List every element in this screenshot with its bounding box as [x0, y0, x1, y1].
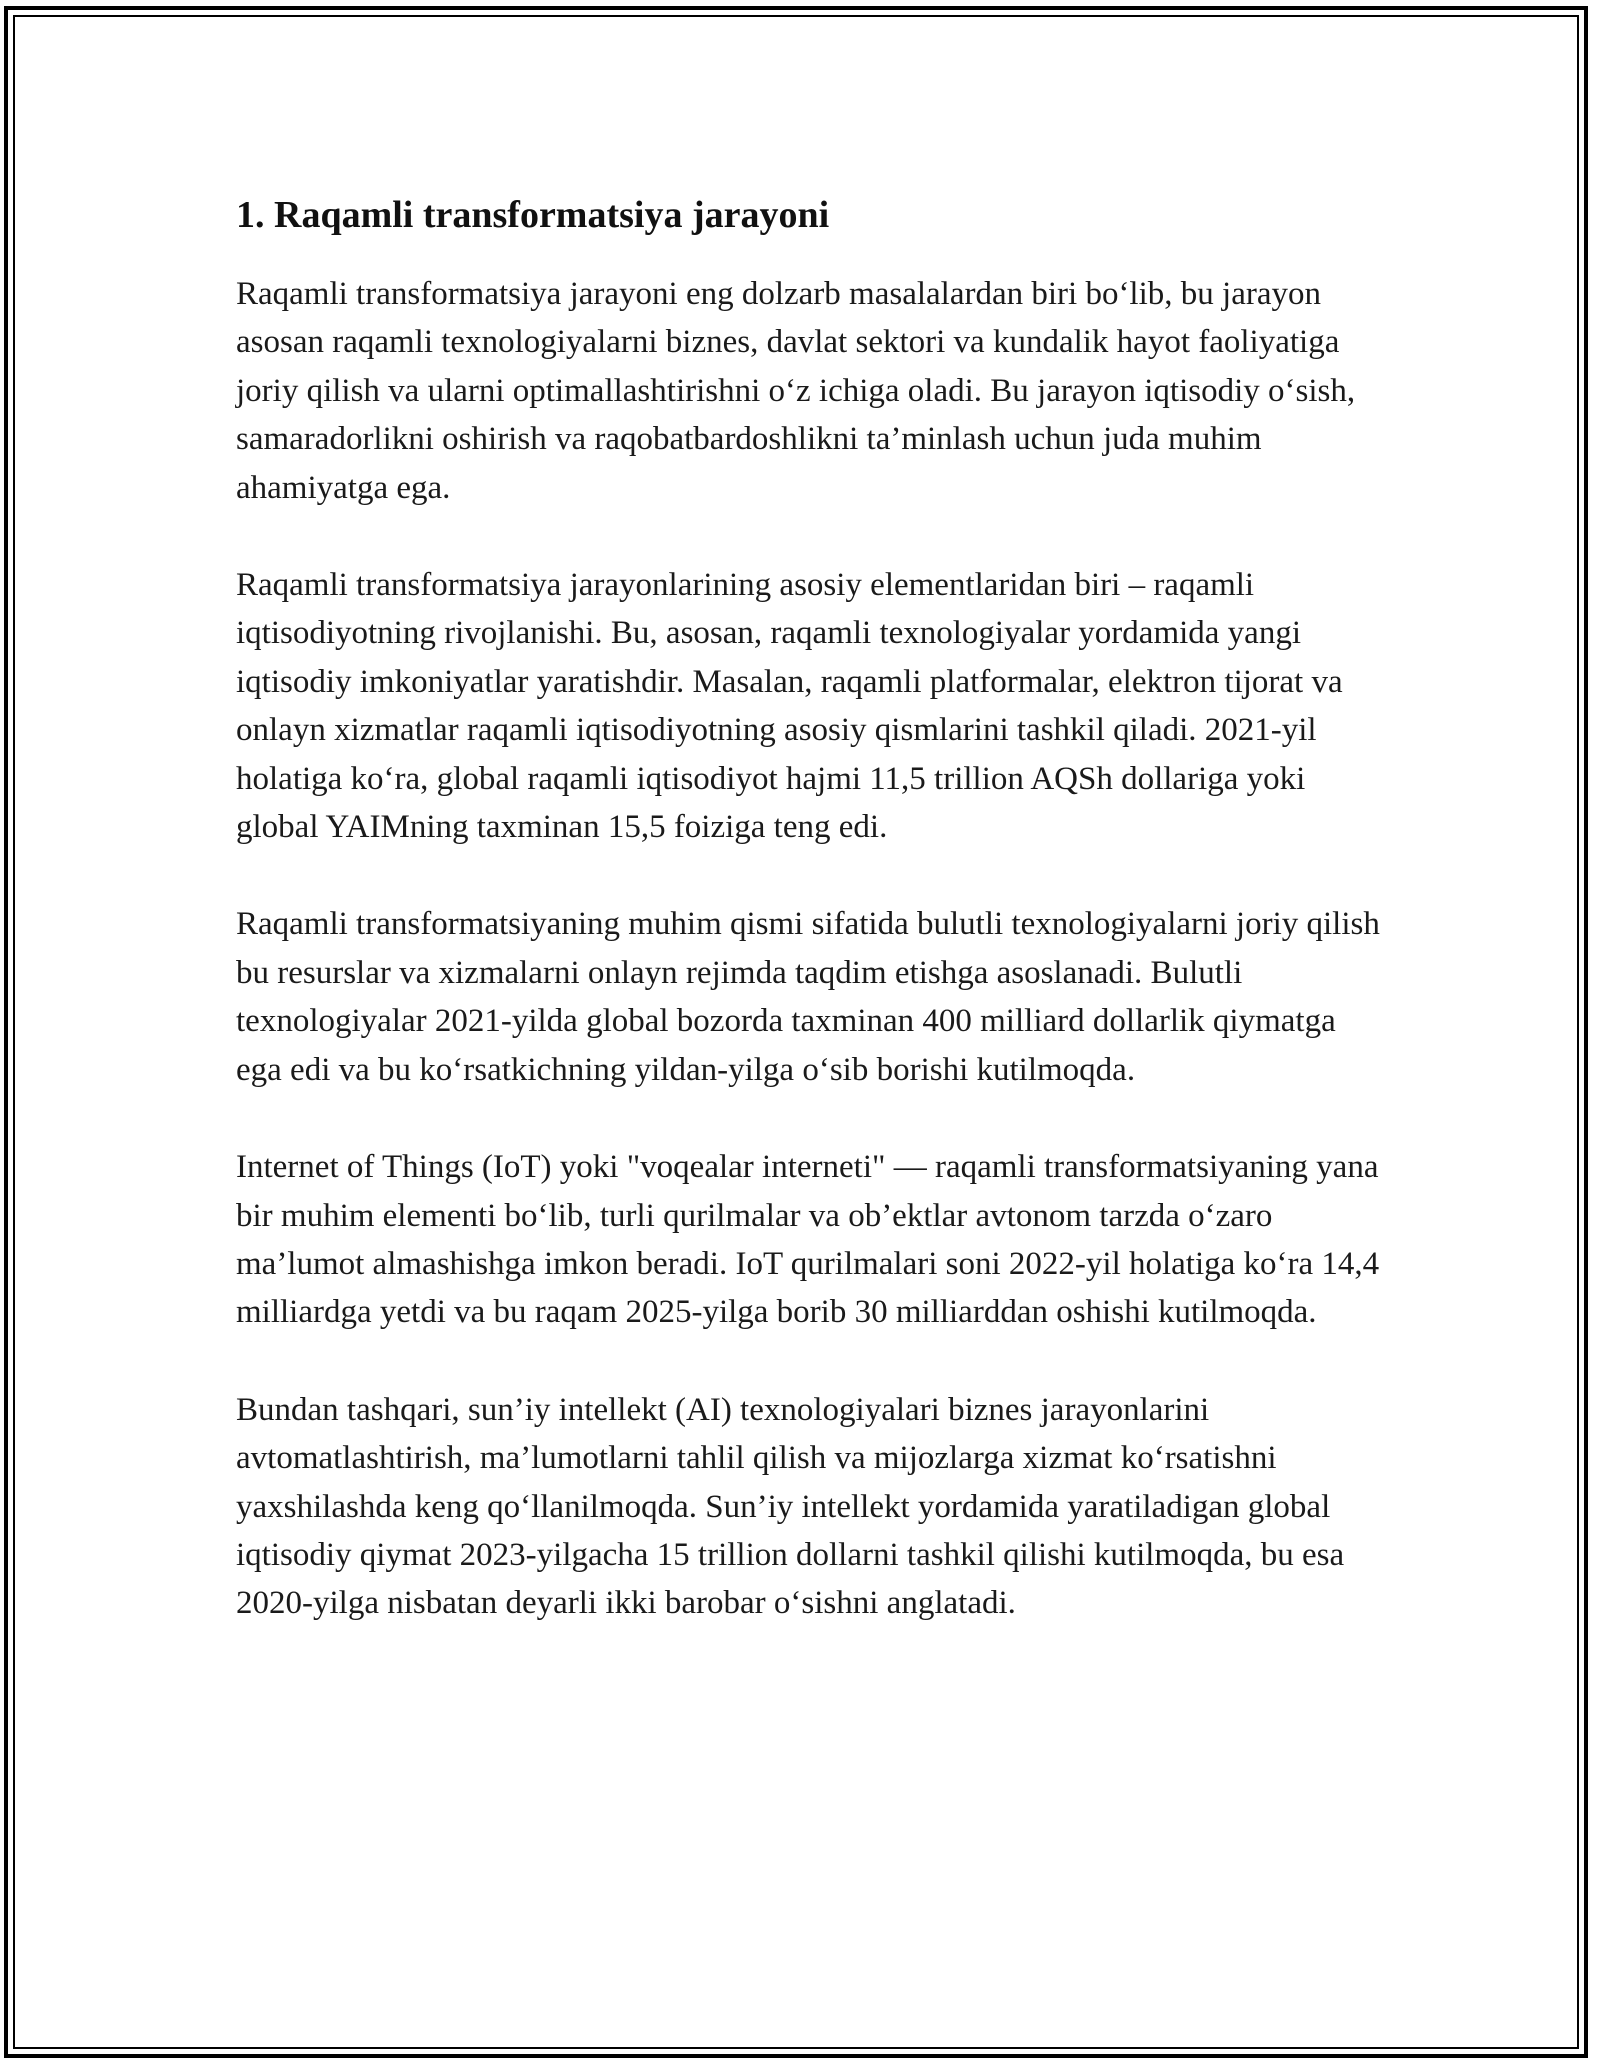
document-body — [236, 188, 1386, 1677]
section-title: 1. Raqamli transformatsiya jarayoni — [236, 194, 830, 236]
paragraph-digital-economy: Raqamli transformatsiya jarayonlarining asosiy elementlaridan biri – raqamli iqtisodiyotning rivojlanishi. Bu, asosan, raqamli texnologiyalar yordamida yangi iqtisodiy imkoniyatlar yaratishdir. Masalan, raqamli platformalar, elektron tijorat va onlayn xizmatlar raqamli iqtisodiyotning asosiy qismlarini tashkil qiladi. 2021-yil holatiga ko‘ra, global raqamli iqtisodiyot hajmi 11,5 trillion AQSh dollariga yoki global YAIMning taxminan 15,5 foiziga teng edi. — [236, 567, 1343, 846]
paragraph-artificial-intelligence: Bundan tashqari, sun’iy intellekt (AI) texnologiyalari biznes jarayonlarini avtomatlashtirish, ma’lumotlarni tahlil qilish va mijozlarga xizmat ko‘rsatishni yaxshilashda keng qo‘llanilmoqda. Sun’iy intellekt yordamida yaratiladigan global iqtisodiy qiymat 2023-yilgacha 15 trillion dollarni tashkil qilishi kutilmoqda, bu esa 2020-yilga nisbatan deyarli ikki barobar o‘sishni anglatadi. — [236, 1391, 1345, 1622]
paragraph-digital-transformation: Raqamli transformatsiya jarayoni eng dolzarb masalalardan biri bo‘lib, bu jarayon asosan raqamli texnologiyalarni biznes, davlat sektori va kundalik hayot faoliyatiga joriy qilish va ularni optimallashtirishni o‘z ichiga oladi. Bu jarayon iqtisodiy o‘sish, samaradorlikni oshirish va raqobatbardoshlikni ta’minlash uchun juda muhim ahamiyatga ega. — [236, 276, 1356, 506]
paragraph-internet-of-things: Internet of Things (IoT) yoki "voqealar interneti" — raqamli transformatsiyaning yana bir muhim elementi bo‘lib, turli qurilmalar va ob’ektlar avtonom tarzda o‘zaro ma’lumot almashishga imkon beradi. IoT qurilmalari soni 2022-yil holatiga ko‘ra 14,4 milliardga yetdi va bu raqam 2025-yilga borib 30 milliarddan oshishi kutilmoqda. — [236, 1149, 1380, 1331]
paragraph-cloud-technologies: Raqamli transformatsiyaning muhim qismi sifatida bulutli texnologiyalarni joriy qilish bu resurslar va xizmalarni onlayn rejimda taqdim etishga asoslanadi. Bulutli texnologiyalar 2021-yilda global bozorda taxminan 400 milliard dollarlik qiymatga ega edi va bu ko‘rsatkichning yildan-yilga o‘sib borishi kutilmoqda. — [236, 906, 1380, 1088]
